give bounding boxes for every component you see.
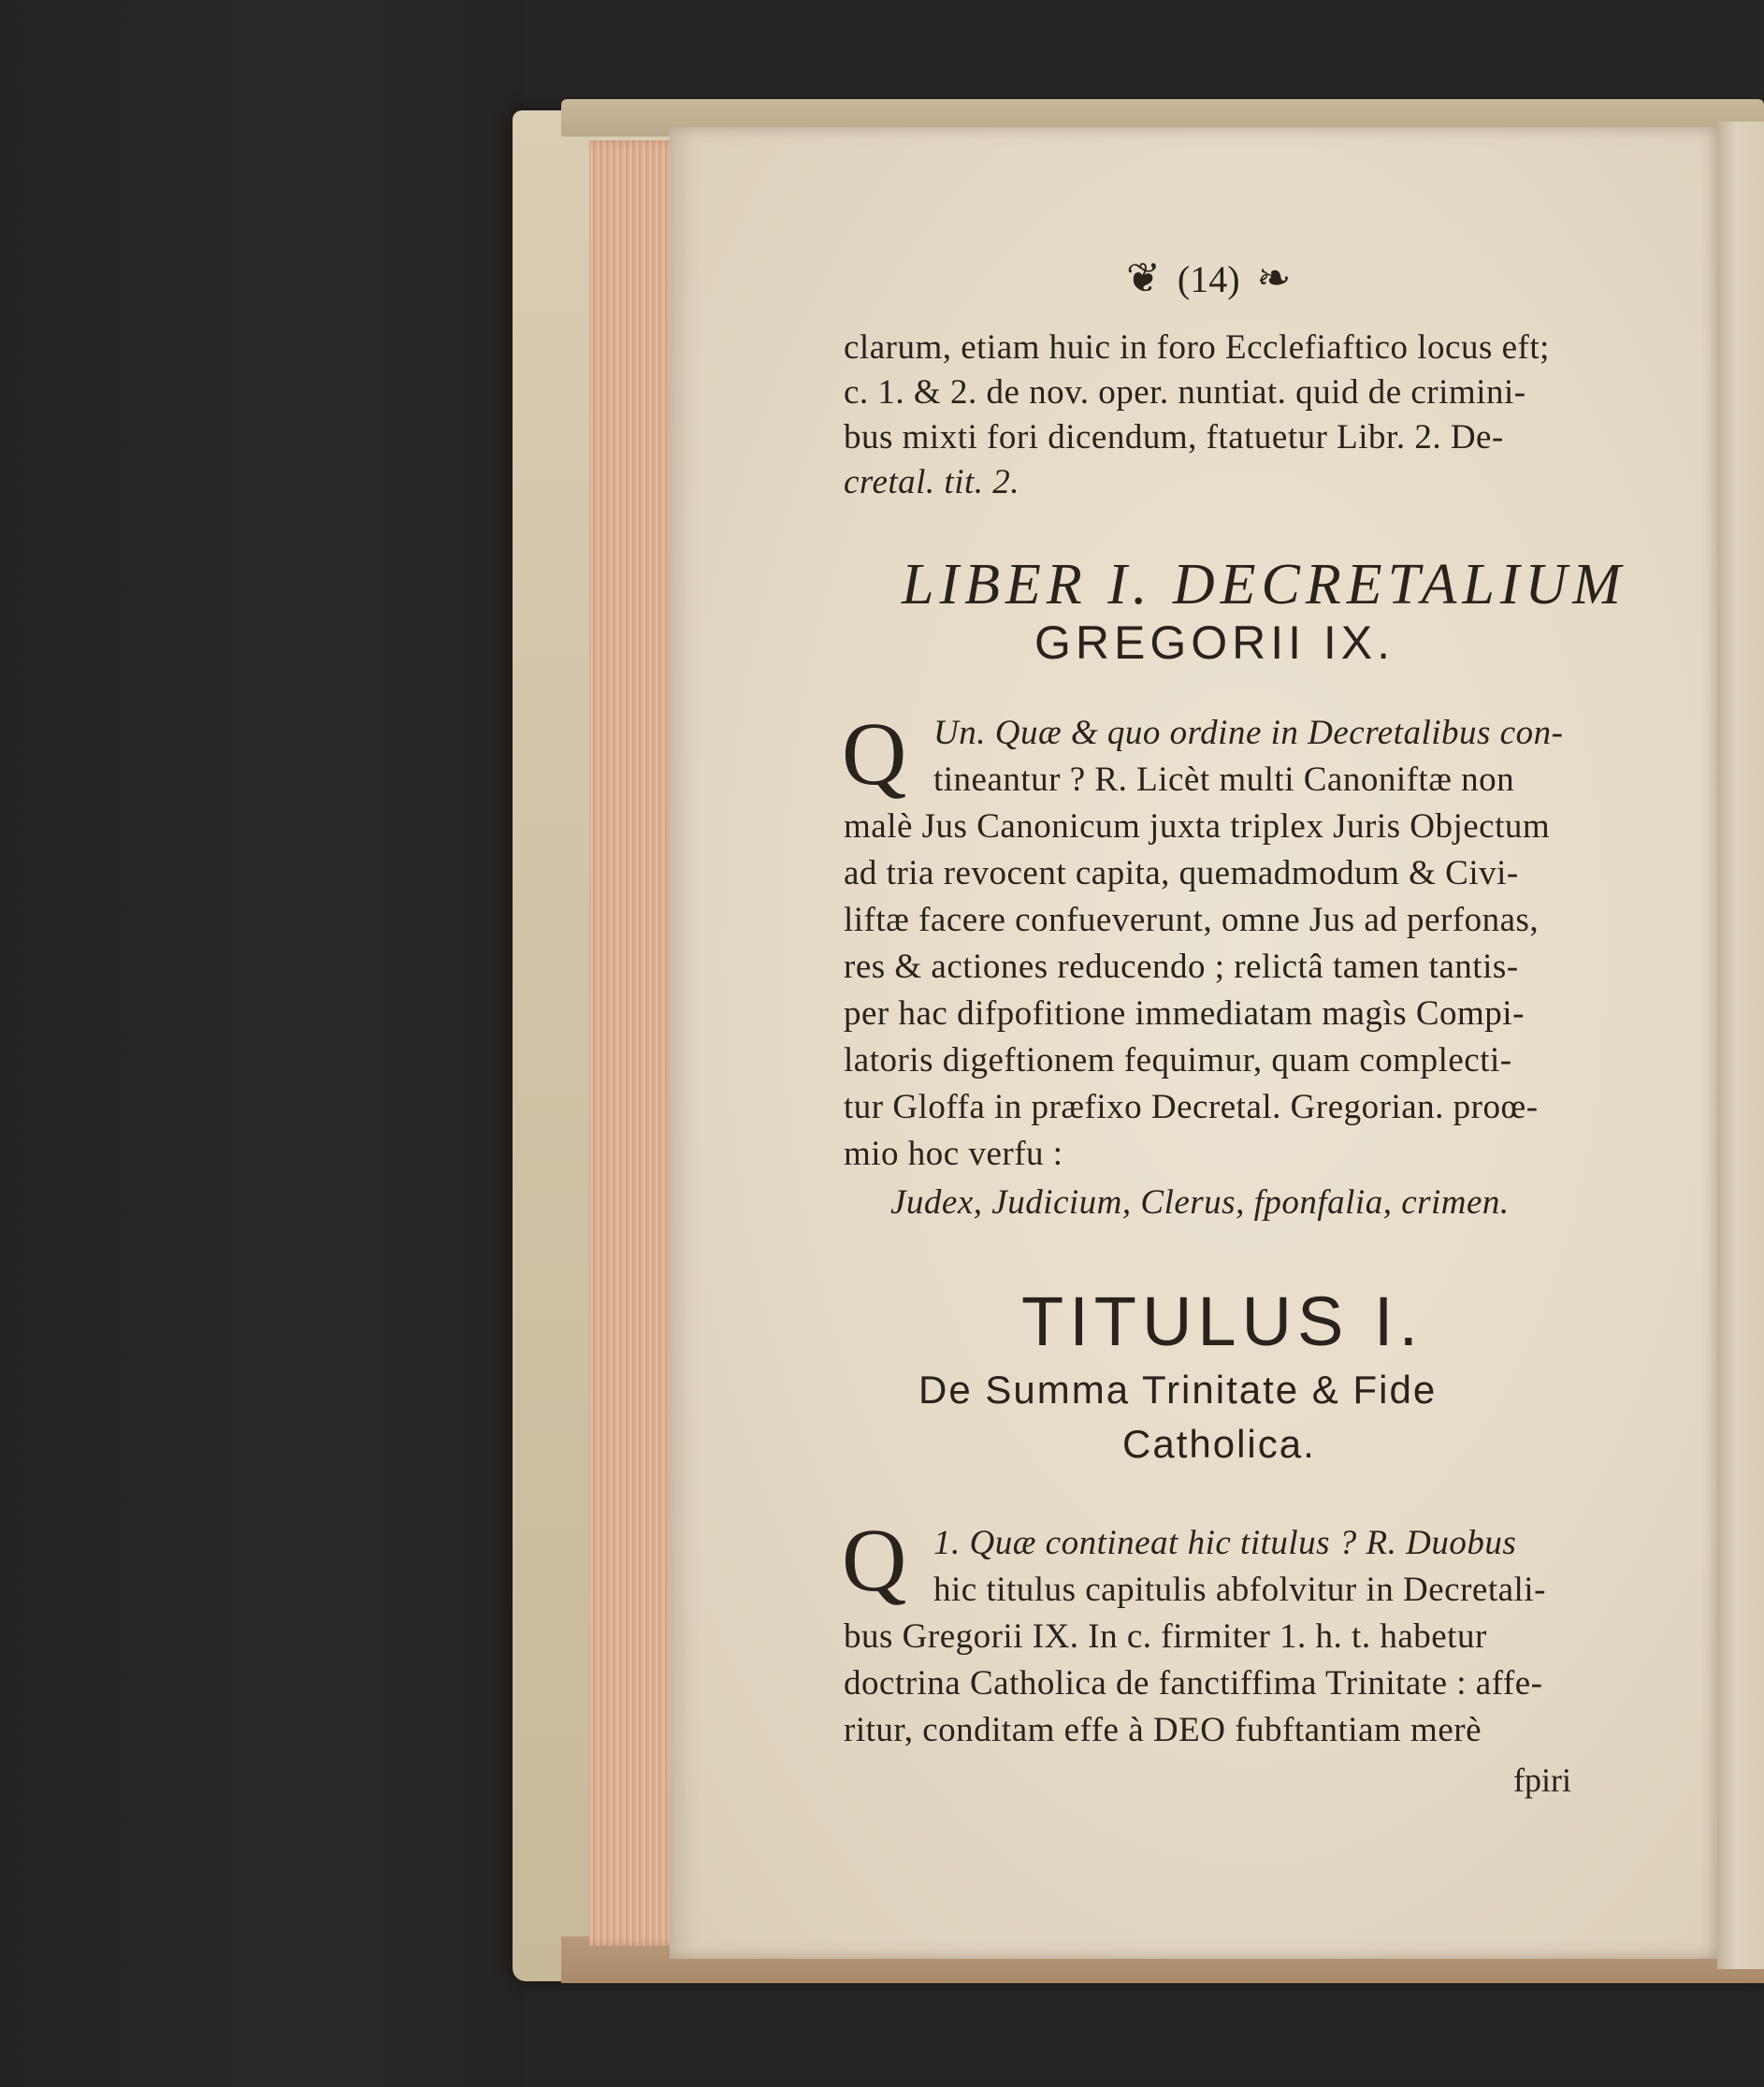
catchword: fpiri bbox=[1513, 1761, 1571, 1799]
titulus-subheading: Catholica. bbox=[1122, 1422, 1316, 1466]
text-line: liftæ facere confueverunt, omne Jus ad perfonas, bbox=[844, 901, 1540, 939]
ornament-left-icon: ❦ bbox=[1126, 255, 1161, 301]
gregorii-heading: GREGORII IX. bbox=[1034, 616, 1395, 669]
ornament-right-icon: ❧ bbox=[1256, 255, 1292, 301]
drop-cap-q: Q bbox=[842, 1510, 907, 1610]
drop-cap-q: Q bbox=[842, 703, 907, 804]
text-line: bus mixti fori dicendum, ftatuetur Libr. 2. De- bbox=[844, 418, 1504, 457]
text-line: ad tria revocent capita, quemadmodum & Civi- bbox=[844, 854, 1519, 892]
verse-line: Judex, Judicium, Clerus, fponfalia, crimen. bbox=[890, 1183, 1510, 1222]
dark-background bbox=[0, 0, 524, 2087]
text-line: latoris digeftionem fequimur, quam complecti- bbox=[844, 1041, 1512, 1080]
text-line: mio hoc verfu : bbox=[844, 1135, 1063, 1173]
page-number: (14) bbox=[1177, 258, 1240, 300]
text-line: 1. Quæ contineat hic titulus ? R. Duobus bbox=[933, 1524, 1517, 1562]
text-line: doctrina Catholica de fanctiffima Trinitate : affe- bbox=[844, 1664, 1543, 1703]
text-line: hic titulus capitulis abfolvitur in Decretali- bbox=[933, 1571, 1546, 1609]
text-line: clarum, etiam huic in foro Ecclefiaftico locus eft; bbox=[844, 328, 1550, 367]
text-line: Un. Quæ & quo ordine in Decretalibus con- bbox=[933, 714, 1564, 752]
text-line: malè Jus Canonicum juxta triplex Juris Objectum bbox=[844, 807, 1551, 846]
running-head bbox=[1119, 254, 1298, 302]
text-line: cretal. tit. 2. bbox=[844, 463, 1020, 501]
text-line: tineantur ? R. Licèt multi Canoniftæ non bbox=[933, 761, 1515, 799]
text-line: res & actiones reducendo ; relictâ tamen tantis- bbox=[844, 948, 1519, 986]
text-line: bus Gregorii IX. In c. firmiter 1. h. t. habetur bbox=[844, 1617, 1487, 1656]
text-line: ritur, conditam effe à DEO fubftantiam merè bbox=[844, 1711, 1482, 1749]
titulus-subheading: De Summa Trinitate & Fide bbox=[918, 1368, 1438, 1412]
facing-page-edge bbox=[1717, 122, 1764, 1969]
titulus-heading: TITULUS I. bbox=[1021, 1283, 1424, 1360]
text-line: c. 1. & 2. de nov. oper. nuntiat. quid de crimini- bbox=[844, 373, 1526, 412]
text-line: per hac difpofitione immediatam magìs Compi- bbox=[844, 994, 1525, 1033]
text-line: tur Gloffa in præfixo Decretal. Gregorian. proœ- bbox=[844, 1088, 1539, 1126]
liber-heading: LIBER I. DECRETALIUM bbox=[902, 553, 1627, 616]
